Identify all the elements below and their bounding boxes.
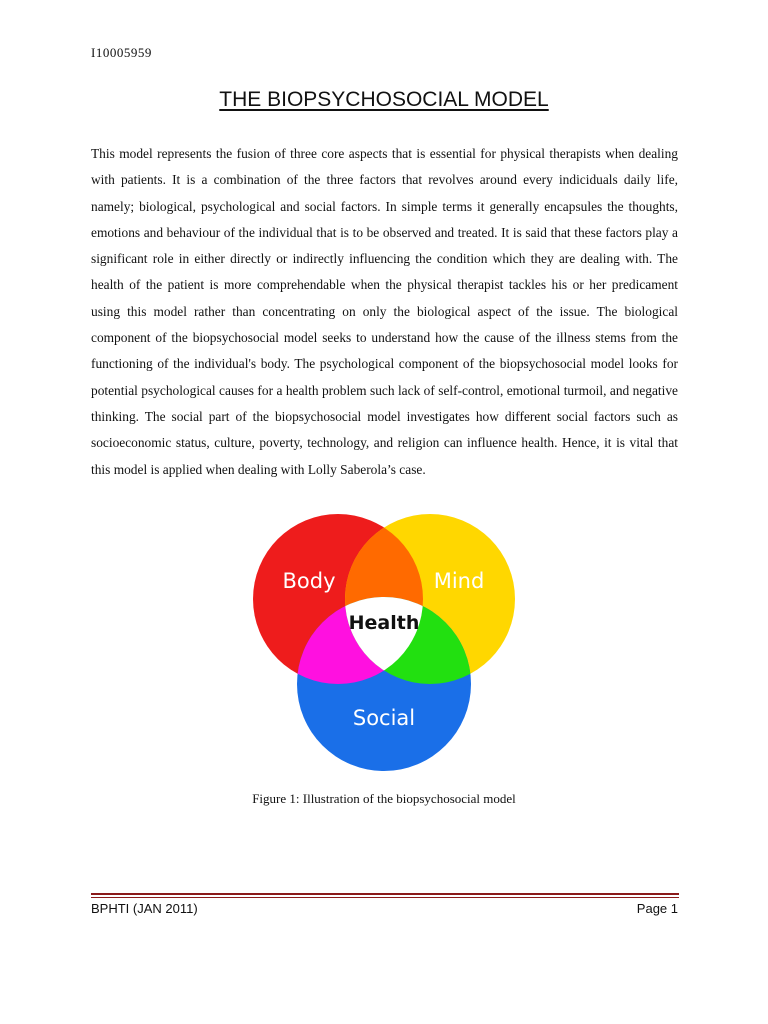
social-label: Social — [352, 706, 416, 730]
body-paragraph: This model represents the fusion of three core aspects that is essential for physical therapists when dealing with patients. It is a combination of the three factors that revolves around every indiciduals daily life, namely; biological, psychological and social factors. In simple terms it generally encapsules the thoughts, emotions and behaviour of the individual that is to be observed and treated. It is said that these factors play a significant role in either directly or indirectly influencing the condition which they are dealing with. The health of the patient is more comprehendable when the physical therapist tackles his or her predicament using this model rather than concentrating on only the biological aspect of the issue. The biological component of the biopsychosocial model seeks to understand how the cause of the illness stems from the functioning of the individual's body. The psychological component of the biopsychosocial model looks for potential psychological causes for a health problem such lack of self-control, emotional turmoil, and negative thinking. The social part of the biopsychosocial model investigates how different social factors such as socioeconomic status, culture, poverty, technology, and religion can influence health. Hence, it is vital that this model is applied when dealing with Lolly Saberola’s case. — [91, 146, 678, 477]
page-title: THE BIOPSYCHOSOCIAL MODEL — [219, 88, 549, 111]
footer-page-number: Page 1 — [636, 901, 678, 916]
document-id: I10005959 — [91, 45, 152, 60]
health-label: Health — [348, 612, 420, 634]
body-label: Body — [282, 569, 336, 593]
footer-course-code: BPHTI (JAN 2011) — [91, 901, 198, 916]
venn-diagram-figure — [253, 514, 519, 774]
footer-rule-bottom — [91, 897, 679, 898]
venn-diagram — [253, 514, 519, 774]
footer-rule-top — [91, 893, 679, 895]
figure-caption: Figure 1: Illustration of the biopsychosocial model — [252, 791, 516, 806]
mind-label: Mind — [433, 569, 485, 593]
